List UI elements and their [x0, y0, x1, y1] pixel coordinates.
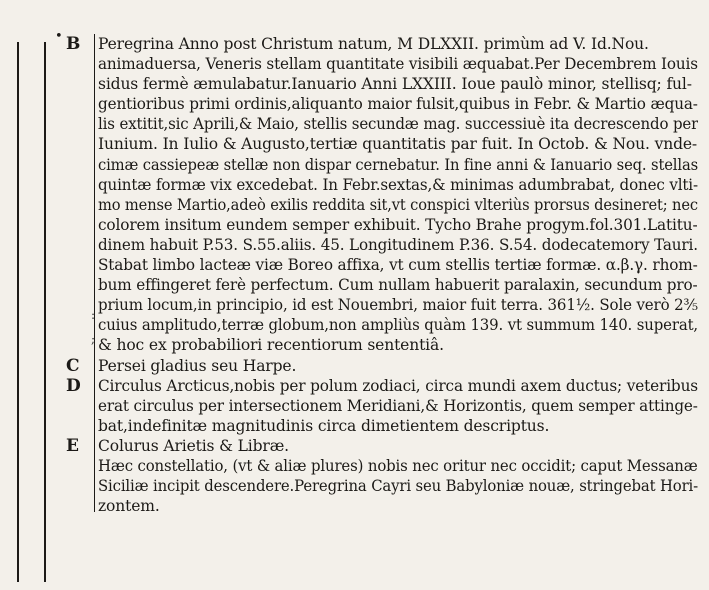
text-line: bat,indefinitæ magnitudinis circa dimetientem descriptus.	[98, 417, 550, 436]
text-line: cuius amplitudo,terræ globum,non ampliùs quàm 139. vt summum 140. superat,	[98, 316, 698, 335]
text-line: & hoc ex probabiliori recentiorum sententiâ.	[98, 336, 444, 355]
text-line: prium locum,in principio, id est Nouembri, maior fuit terra. 361½. Sole verò 2⅗	[98, 296, 698, 315]
text-line: sidus fermè æmulabatur.Ianuario Anni LXXIII. Ioue paulò minor, stellisq; ful-	[98, 75, 692, 94]
margin-marker: :	[91, 308, 96, 322]
text-line: Hæc constellatio, (vt & aliæ plures) nobis nec oritur nec occidit; caput Messanæ	[98, 457, 698, 476]
text-column-rule	[94, 34, 95, 512]
text-line: Persei gladius seu Harpe.	[98, 357, 297, 375]
text-line: gentioribus primi ordinis,aliquanto maior fulsit,quibus in Febr. & Martio æqua-	[98, 95, 698, 114]
entry-c-text	[98, 356, 700, 376]
text-line: lis extitit,sic Aprili,& Maio, stellis secundæ mag. successiuè ita decrescendo per	[98, 115, 698, 134]
entry-letter-d: D	[66, 376, 81, 396]
text-line: erat circulus per intersectionem Meridiani,& Horizontis, quem semper attinge-	[98, 397, 698, 416]
margin-marker: ;	[91, 332, 96, 346]
text-line: Peregrina Anno post Christum natum, M DLXXII. primùm ad V. Id.Nou.	[98, 35, 649, 53]
entry-letter-c: C	[66, 356, 80, 376]
text-line: Circulus Arcticus,nobis per polum zodiaci, circa mundi axem ductus; veteribus	[98, 377, 698, 395]
outer-margin-rule	[17, 42, 19, 582]
entry-b-text	[98, 34, 700, 356]
text-line: cimæ cassiepeæ stellæ non dispar cernebatur. In fine anni & Ianuario seq. stellas	[98, 155, 699, 174]
text-line: bum effingeret ferè perfectum. Cum nullam habuerit paralaxin, secundum pro-	[98, 276, 698, 295]
inner-margin-rule	[44, 42, 46, 582]
text-line: Colurus Arietis & Libræ.	[98, 437, 289, 455]
text-line: zontem.	[98, 497, 160, 516]
text-line: mo mense Martio,adeò exilis reddita sit,vt conspici vlteriùs prorsus desineret; nec	[98, 195, 698, 214]
margin-mark: •	[55, 29, 63, 44]
text-line: Stabat limbo lacteæ viæ Boreo affixa, vt cum stellis tertiæ formæ. α.β.γ. rhom-	[98, 256, 698, 275]
text-line: colorem insitum eundem semper exhibuit. Tycho Brahe progym.fol.301.Latitu-	[98, 215, 698, 234]
entry-letter-e: E	[66, 436, 79, 456]
entry-letter-b: B	[66, 34, 81, 54]
text-line: quintæ formæ vix excedebat. In Febr.sextas,& minimas adumbrabat, donec vlti-	[98, 175, 698, 194]
entry-e-text	[98, 436, 700, 516]
text-line: Siciliæ incipit descendere.Peregrina Cayri seu Babyloniæ nouæ, stringebat Hori-	[98, 477, 699, 496]
entry-d-text	[98, 376, 700, 436]
text-line: Iunium. In Iulio & Augusto,tertiæ quantitatis par fuit. In Octob. & Nou. vnde-	[98, 135, 698, 154]
text-line: dinem habuit P.53. S.55.aliis. 45. Longitudinem P.36. S.54. dodecatemory Tauri.	[98, 235, 698, 254]
text-line: animaduersa, Veneris stellam quantitate visibili æquabat.Per Decembrem Iouis	[98, 55, 698, 74]
